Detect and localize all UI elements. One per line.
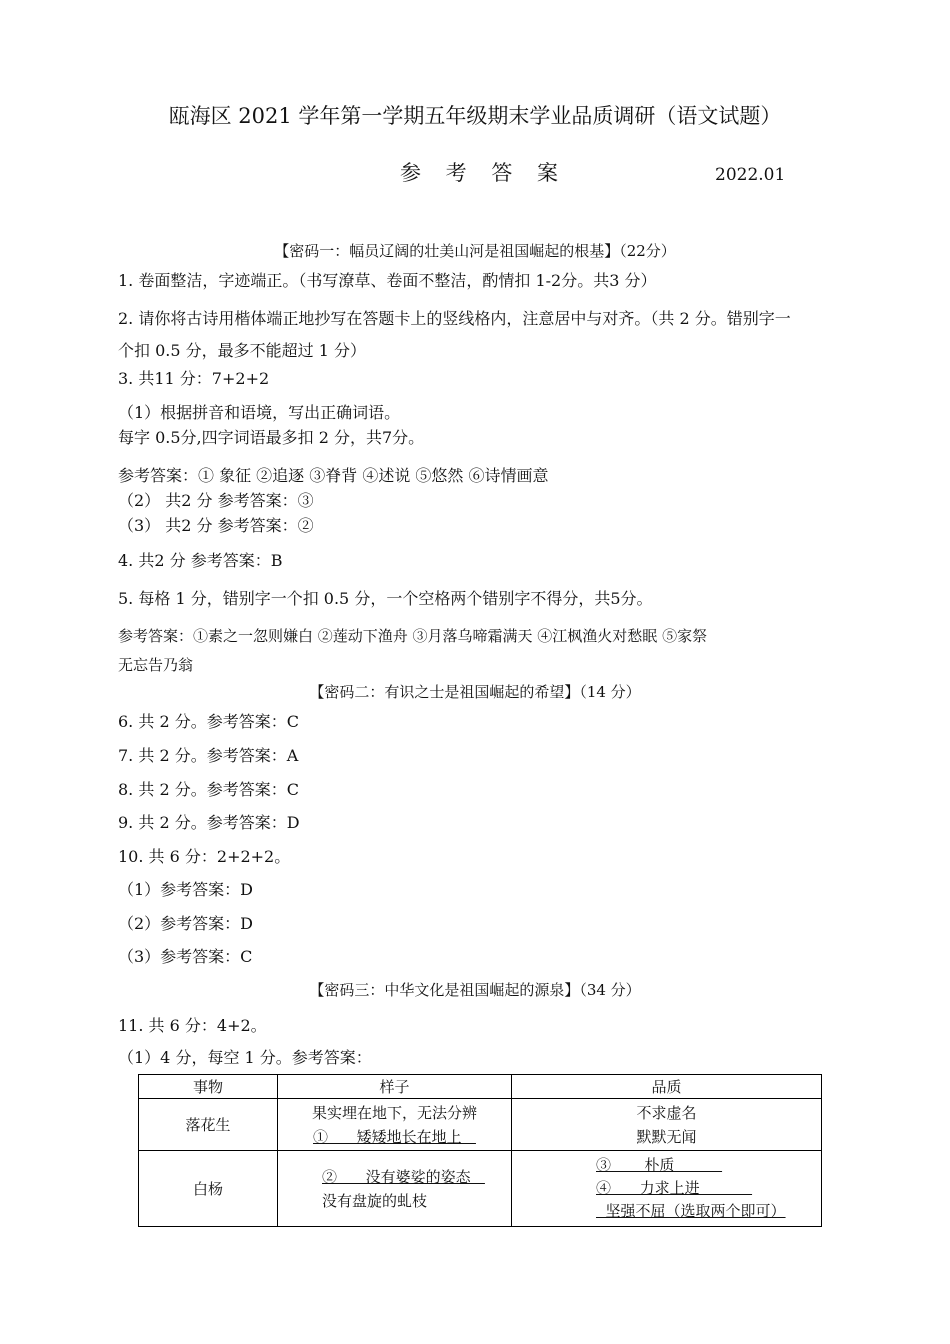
answer-line-7: 7. 共 2 分。参考答案：A [118, 746, 299, 765]
answer-line-11: 11. 共 6 分：4+2。 [118, 1016, 267, 1035]
answer-line-3-3: （3） 共2 分 参考答案：② [118, 516, 314, 535]
table-header: 样子 [278, 1075, 512, 1099]
answer-line-3-2: （2） 共2 分 参考答案：③ [118, 491, 314, 510]
answer-line-2b: 个扣 0.5 分，最多不能超过 1 分） [118, 341, 366, 360]
answer-line-3-1: （1）根据拼音和语境，写出正确词语。 [118, 403, 401, 422]
table-cell-look [278, 1151, 512, 1227]
table-header: 品质 [512, 1075, 822, 1099]
table-header: 事物 [139, 1075, 278, 1099]
answer-line-10-1: （1）参考答案：D [118, 880, 254, 899]
table-cell-quality [512, 1099, 822, 1151]
cell-text: ④ 力求上进 [596, 1179, 753, 1197]
cell-text: 果实埋在地下，无法分辨 [311, 1103, 477, 1122]
cell-text: ① 矮矮地长在地上 [313, 1127, 476, 1146]
answer-line-1: 1. 卷面整洁，字迹端正。（书写潦草、卷面不整洁，酌情扣 1-2分。共3 分） [118, 271, 657, 290]
section-heading-3: 【密码三：中华文化是祖国崛起的源泉】（34 分） [309, 981, 641, 999]
table-row [139, 1099, 822, 1151]
cell-text: ③ 朴质 [596, 1156, 723, 1174]
answer-line-11-1: （1）4 分，每空 1 分。参考答案： [118, 1048, 372, 1067]
table-cell-thing: 落花生 [139, 1099, 278, 1151]
answer-line-2a: 2. 请你将古诗用楷体端正地抄写在答题卡上的竖线格内，注意居中与对齐。（共 2 分。错别字一 [118, 309, 791, 328]
table-cell-look [278, 1099, 512, 1151]
answer-line-3: 3. 共11 分：7+2+2 [118, 369, 270, 388]
answer-line-9: 9. 共 2 分。参考答案：D [118, 813, 300, 832]
answer-line-5-ans-b: 无忘告乃翁 [118, 656, 194, 674]
answer-line-10: 10. 共 6 分：2+2+2。 [118, 847, 291, 866]
answer-heading: 参 考 答 案 [400, 161, 568, 185]
table-cell-quality [512, 1151, 822, 1227]
table-header-row [139, 1075, 822, 1099]
cell-text: ② 没有婆娑的姿态 [322, 1167, 485, 1186]
table-row [139, 1151, 822, 1227]
cell-text: 不求虚名 [636, 1103, 697, 1122]
answer-line-5-ans-a: 参考答案：①素之一忽则嫌白 ②莲动下渔舟 ③月落乌啼霜满天 ④江枫渔火对愁眠 ⑤家祭 [118, 627, 708, 645]
cell-text: 默默无闻 [636, 1127, 697, 1146]
answer-line-8: 8. 共 2 分。参考答案：C [118, 780, 299, 799]
answer-table [138, 1074, 822, 1227]
cell-text: 坚强不屈（选取两个即可） [596, 1202, 786, 1220]
cell-text: 没有盘旋的虬枝 [322, 1191, 428, 1210]
answer-line-10-2: （2）参考答案：D [118, 914, 254, 933]
table-cell-thing: 白杨 [139, 1151, 278, 1227]
page-title: 瓯海区 2021 学年第一学期五年级期末学业品质调研（语文试题） [168, 104, 782, 128]
answer-line-5: 5. 每格 1 分，错别字一个扣 0.5 分，一个空格两个错别字不得分，共5分。 [118, 589, 653, 608]
section-heading-2: 【密码二：有识之士是祖国崛起的希望】（14 分） [309, 683, 641, 701]
answer-line-3-ans: 参考答案：① 象征 ②追逐 ③脊背 ④述说 ⑤悠然 ⑥诗情画意 [118, 466, 549, 485]
answer-line-10-3: （3）参考答案：C [118, 947, 253, 966]
answer-line-4: 4. 共2 分 参考答案：B [118, 551, 283, 570]
date-label: 2022.01 [715, 165, 786, 185]
answer-line-6: 6. 共 2 分。参考答案：C [118, 712, 299, 731]
answer-line-3-1b: 每字 0.5分,四字词语最多扣 2 分，共7分。 [118, 428, 425, 447]
section-heading-1: 【密码一：幅员辽阔的壮美山河是祖国崛起的根基】（22分） [274, 242, 676, 260]
